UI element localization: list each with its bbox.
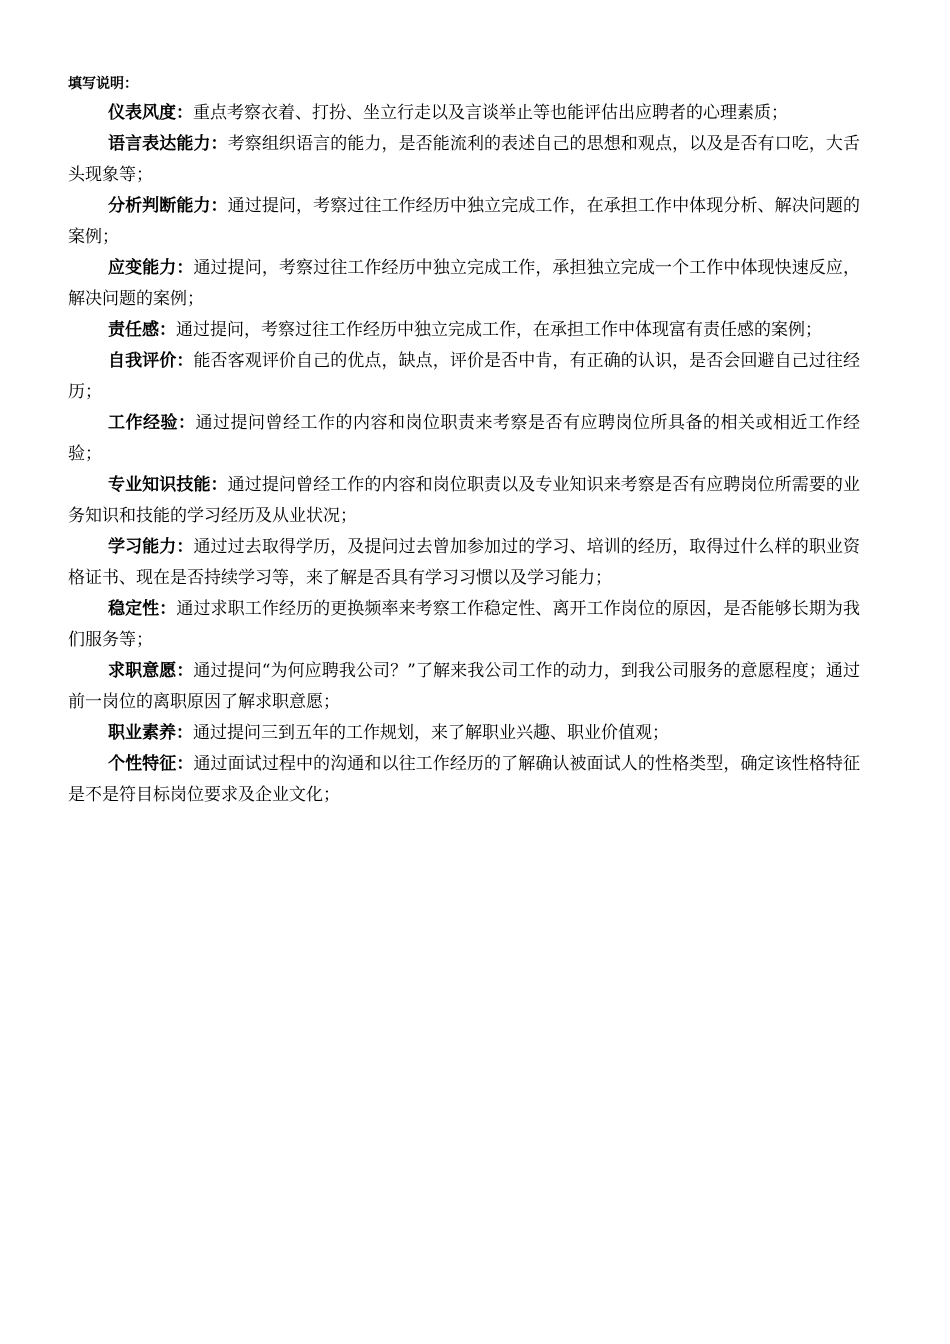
item-description: 通过提问三到五年的工作规划，来了解职业兴趣、职业价值观； <box>193 723 669 743</box>
item-stability <box>68 594 860 656</box>
item-term: 应变能力： <box>108 258 194 278</box>
item-description: 通过过去取得学历，及提问过去曾加参加过的学习、培训的经历，取得过什么样的职业资格证书、现在是否持续学习等，来了解是否具有学习习惯以及学习能力； <box>68 537 861 588</box>
item-description: 重点考察衣着、打扮、坐立行走以及言谈举止等也能评估出应聘者的心理素质； <box>193 103 788 123</box>
item-description: 通过提问，考察过往工作经历中独立完成工作，在承担工作中体现富有责任感的案例； <box>176 320 822 340</box>
item-work-experience <box>68 408 860 470</box>
item-description: 通过提问，考察过往工作经历中独立完成工作，承担独立完成一个工作中体现快速反应，解决问题的案例； <box>68 258 861 309</box>
item-term: 自我评价： <box>108 351 194 371</box>
item-adaptability <box>68 253 860 315</box>
item-description: 能否客观评价自己的优点，缺点，评价是否中肯，有正确的认识，是否会回避自己过往经历； <box>68 351 861 402</box>
item-term: 责任感： <box>108 320 176 340</box>
item-responsibility <box>68 315 860 346</box>
item-description: 通过求职工作经历的更换频率来考察工作稳定性、离开工作岗位的原因，是否能够长期为我们服务等； <box>68 599 861 650</box>
item-description: 通过面试过程中的沟通和以往工作经历的了解确认被面试人的性格类型，确定该性格特征是不是符目标岗位要求及企业文化； <box>68 754 861 805</box>
item-self-evaluation <box>68 346 860 408</box>
item-appearance <box>68 98 860 129</box>
item-term: 仪表风度： <box>108 103 193 123</box>
item-term: 工作经验： <box>108 413 196 433</box>
item-description: 通过提问曾经工作的内容和岗位职责来考察是否有应聘岗位所具备的相关或相近工作经验； <box>68 413 860 464</box>
item-analysis-judgment <box>68 191 860 253</box>
item-term: 学习能力： <box>108 537 194 557</box>
document-page <box>68 74 860 811</box>
item-term: 语言表达能力： <box>108 134 228 154</box>
item-description: 通过提问曾经工作的内容和岗位职责以及专业知识来考察是否有应聘岗位所需要的业务知识和技能的学习经历及从业状况； <box>68 475 861 526</box>
item-professional-skills <box>68 470 860 532</box>
item-term: 稳定性： <box>108 599 177 619</box>
item-professionalism <box>68 718 860 749</box>
instructions-heading: 填写说明： <box>68 76 138 92</box>
item-description: 考察组织语言的能力，是否能流利的表述自己的思想和观点，以及是否有口吃，大舌头现象等； <box>68 134 861 185</box>
item-job-intention <box>68 656 860 718</box>
item-term: 职业素养： <box>108 723 193 743</box>
item-personality <box>68 749 860 811</box>
item-term: 分析判断能力： <box>108 196 228 216</box>
item-learning-ability <box>68 532 860 594</box>
item-description: 通过提问，考察过往工作经历中独立完成工作，在承担工作中体现分析、解决问题的案例； <box>68 196 861 247</box>
item-term: 求职意愿： <box>108 661 194 681</box>
item-verbal-expression <box>68 129 860 191</box>
item-term: 专业知识技能： <box>108 475 228 495</box>
item-description: 通过提问“为何应聘我公司？”了解来我公司工作的动力，到我公司服务的意愿程度；通过前一岗位的离职原因了解求职意愿； <box>68 661 861 712</box>
item-term: 个性特征： <box>108 754 194 774</box>
